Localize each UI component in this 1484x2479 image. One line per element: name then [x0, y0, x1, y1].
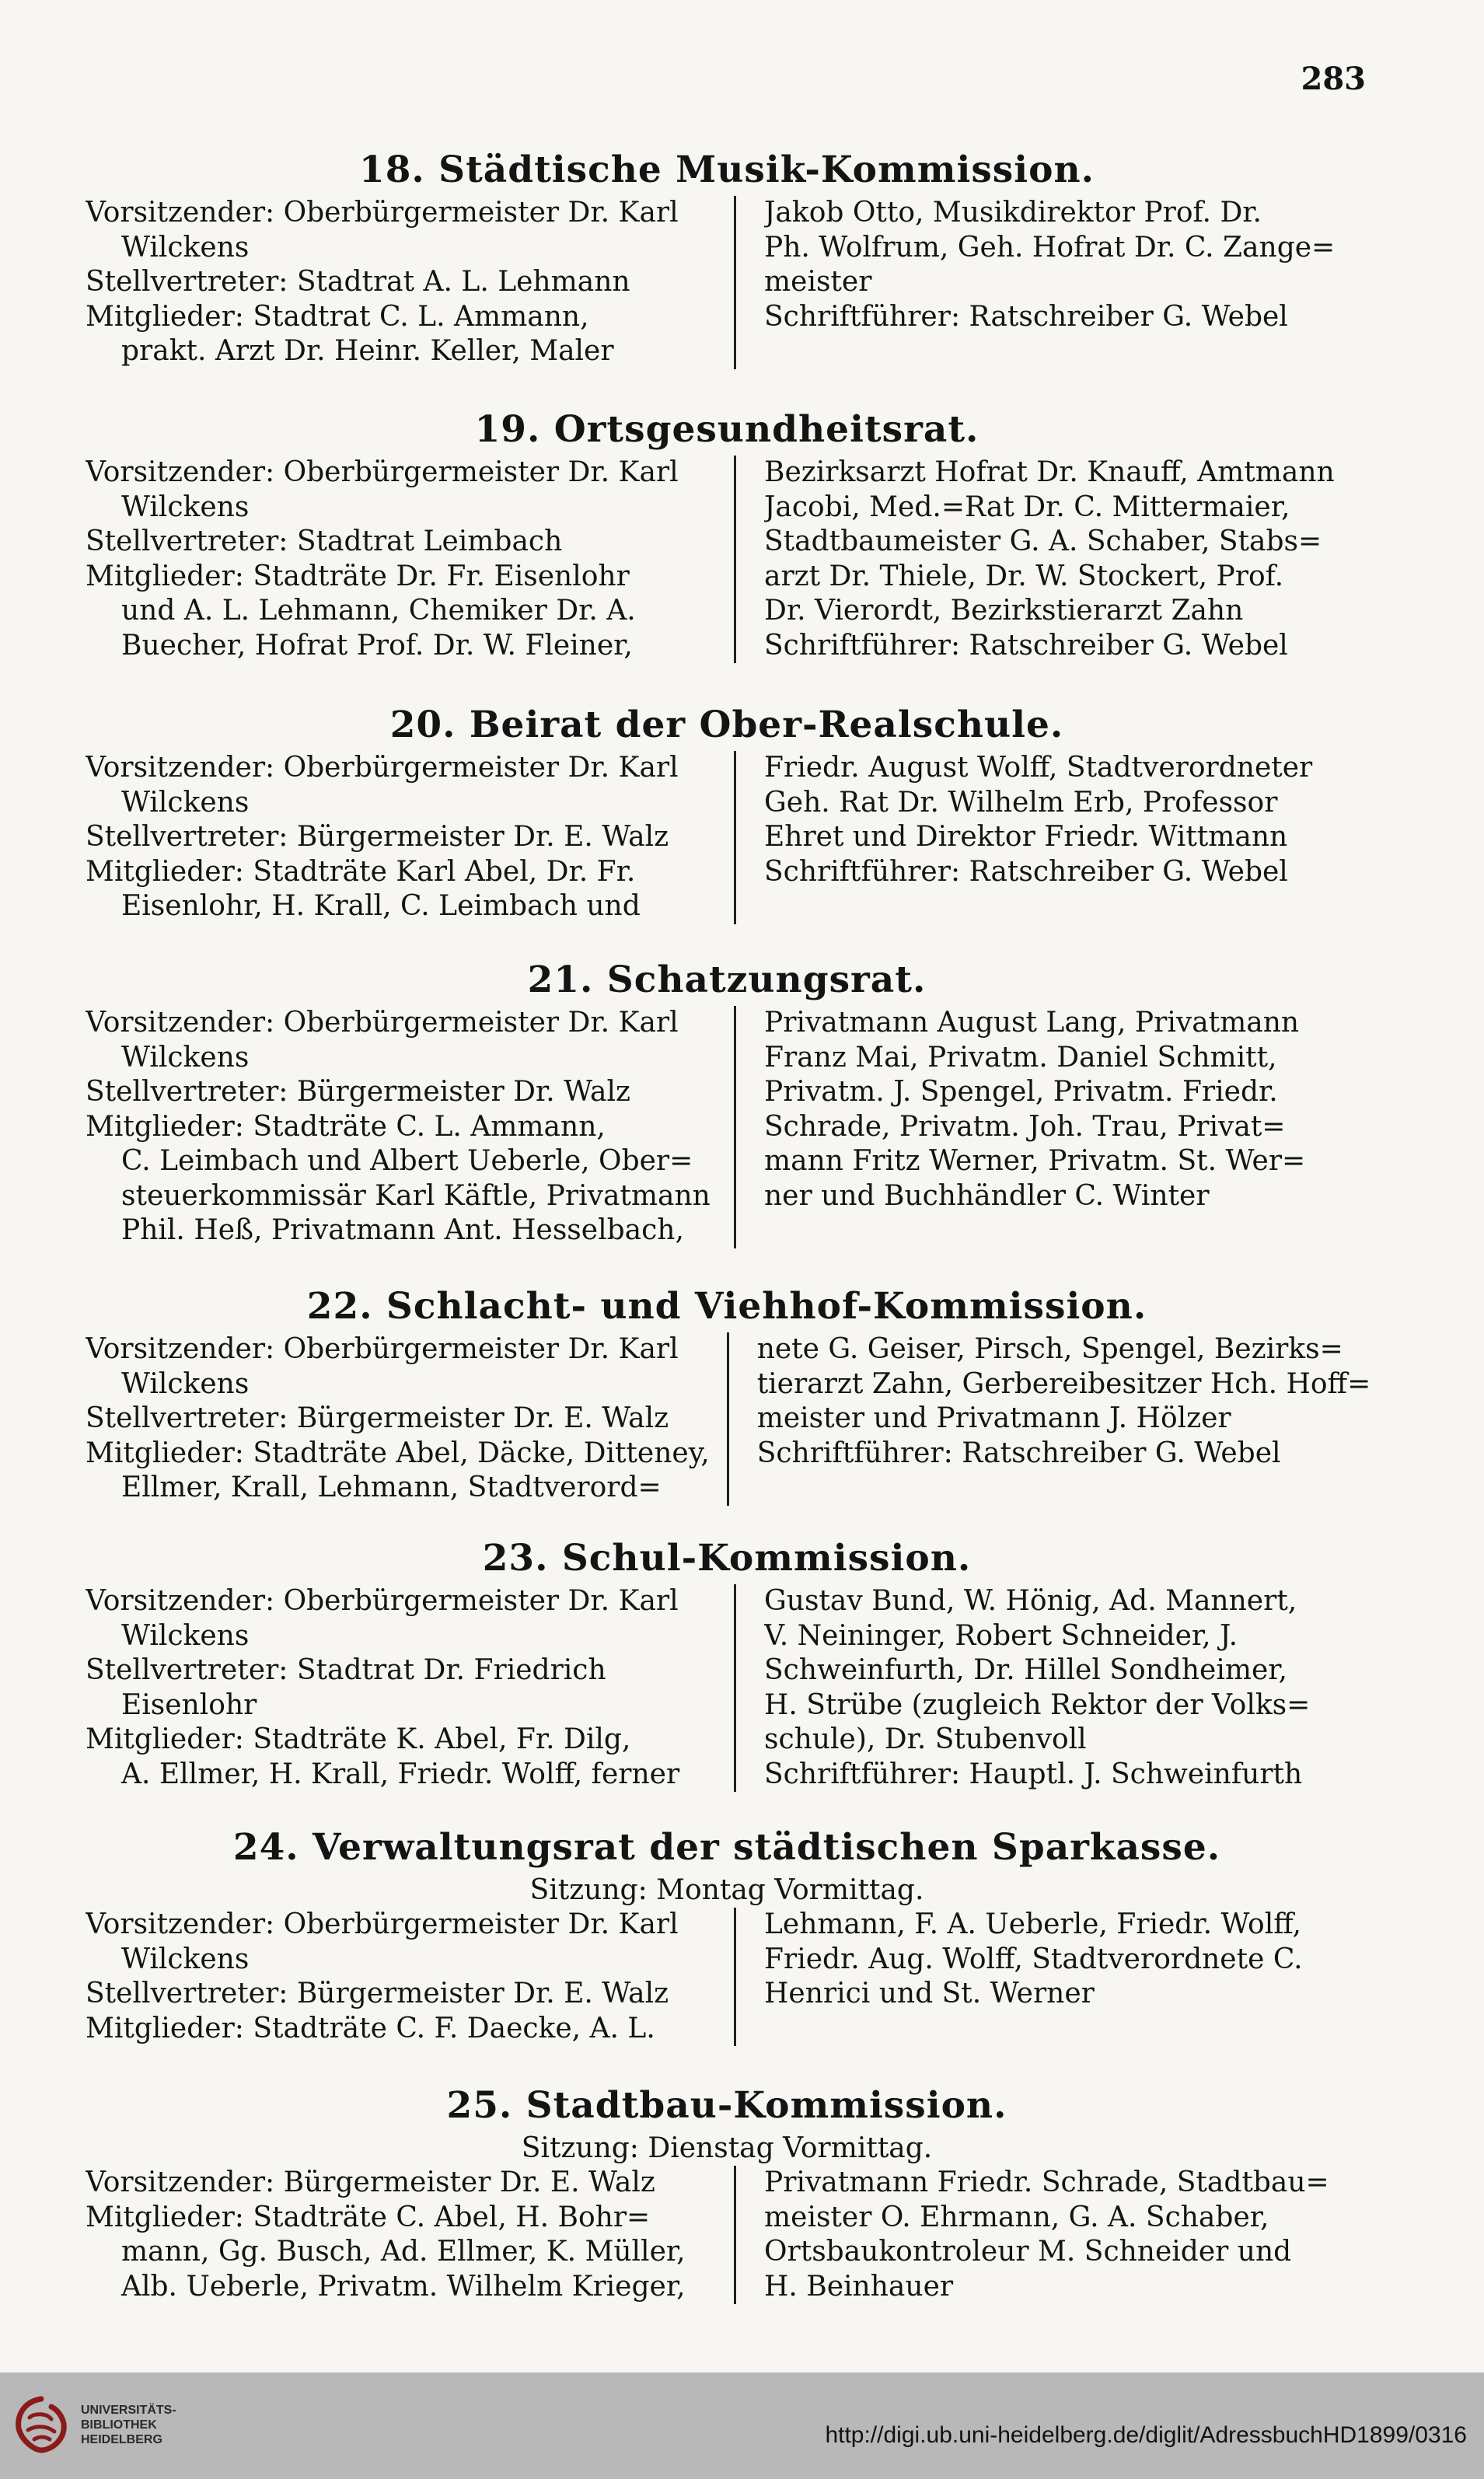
section-columns: [86, 196, 1368, 369]
text-line: Wilckens: [121, 1619, 250, 1652]
section-subtitle: Sitzung: Dienstag Vormittag.: [521, 2132, 933, 2164]
text-line: Wilckens: [121, 1943, 250, 1975]
right-column: [736, 196, 1368, 369]
text-line: Wilckens: [121, 786, 250, 819]
text-line: Stellvertreter: Bürgermeister Dr. Walz: [86, 1076, 630, 1108]
text-line: mann Fritz Werner, Privatm. St. Wer=: [764, 1145, 1306, 1177]
right-column: [729, 1332, 1371, 1506]
section-title: 23. Schul-Kommission.: [482, 1537, 972, 1580]
text-line: Privatmann August Lang, Privatmann: [764, 1007, 1300, 1039]
text-line: prakt. Arzt Dr. Heinr. Keller, Maler: [121, 335, 614, 367]
text-line: ner und Buchhändler C. Winter: [764, 1179, 1210, 1212]
logo-line: UNIVERSITÄTS-: [81, 2403, 176, 2417]
section-columns: [86, 2166, 1368, 2304]
right-column: [736, 751, 1368, 924]
text-line: Phil. Heß, Privatmann Ant. Hesselbach,: [121, 1214, 684, 1246]
text-line: Mitglieder: Stadträte C. F. Daecke, A. L.: [86, 2012, 655, 2044]
text-line: Lehmann, F. A. Ueberle, Friedr. Wolff,: [764, 1908, 1301, 1940]
logo-text: [81, 2403, 176, 2447]
text-line: Friedr. August Wolff, Stadtverordneter: [764, 752, 1313, 784]
section-title: 18. Städtische Musik-Kommission.: [359, 148, 1095, 191]
section-title: 19. Ortsgesundheitsrat.: [474, 408, 979, 451]
directory-section: [86, 1281, 1371, 1506]
left-column: [86, 1584, 736, 1792]
text-line: mann, Gg. Busch, Ad. Ellmer, K. Müller,: [121, 2236, 686, 2268]
text-line: Gustav Bund, W. Hönig, Ad. Mannert,: [764, 1585, 1297, 1617]
left-column: [86, 2166, 736, 2304]
text-line: Friedr. Aug. Wolff, Stadtverordnete C.: [764, 1943, 1303, 1975]
text-line: Ortsbaukontroleur M. Schneider und: [764, 2236, 1292, 2268]
text-line: Schriftführer: Hauptl. J. Schweinfurth: [764, 1758, 1303, 1790]
left-column: [86, 751, 736, 924]
text-line: Vorsitzender: Oberbürgermeister Dr. Karl: [86, 1908, 679, 1940]
text-line: Ph. Wolfrum, Geh. Hofrat Dr. C. Zange=: [764, 231, 1336, 264]
right-column: [736, 456, 1368, 663]
text-line: Schrade, Privatm. Joh. Trau, Privat=: [764, 1110, 1286, 1143]
text-line: Vorsitzender: Oberbürgermeister Dr. Karl: [86, 1585, 679, 1617]
text-line: A. Ellmer, H. Krall, Friedr. Wolff, ferner: [121, 1758, 680, 1790]
text-line: Jakob Otto, Musikdirektor Prof. Dr.: [764, 197, 1262, 229]
text-line: Stellvertreter: Bürgermeister Dr. E. Walz: [86, 1402, 669, 1434]
section-subtitle: Sitzung: Montag Vormittag.: [529, 1874, 924, 1906]
directory-section: [86, 1822, 1368, 2046]
directory-section: [86, 2080, 1368, 2304]
text-line: Mitglieder: Stadträte K. Abel, Fr. Dilg,: [86, 1723, 631, 1755]
text-line: Schriftführer: Ratschreiber G. Webel: [764, 629, 1288, 662]
text-line: meister und Privatmann J. Hölzer: [756, 1402, 1231, 1434]
text-line: Wilckens: [121, 231, 250, 264]
text-line: Dr. Vierordt, Bezirkstierarzt Zahn: [764, 595, 1244, 627]
section-title: 21. Schatzungsrat.: [527, 958, 927, 1001]
text-line: Jacobi, Med.=Rat Dr. C. Mittermaier,: [764, 491, 1290, 523]
section-title: 20. Beirat der Ober-Realschule.: [389, 704, 1064, 746]
text-line: H. Beinhauer: [764, 2270, 954, 2303]
text-line: Bezirksarzt Hofrat Dr. Knauff, Amtmann: [764, 456, 1335, 488]
text-line: Vorsitzender: Oberbürgermeister Dr. Karl: [86, 1333, 679, 1365]
text-line: Schriftführer: Ratschreiber G. Webel: [764, 300, 1288, 333]
directory-section: [86, 700, 1368, 924]
left-column: [86, 1006, 736, 1248]
text-line: Stellvertreter: Stadtrat Leimbach: [86, 525, 563, 557]
text-line: nete G. Geiser, Pirsch, Spengel, Bezirks=: [756, 1333, 1343, 1365]
left-column: [86, 1908, 736, 2046]
text-line: Wilckens: [121, 491, 250, 523]
left-column: [86, 196, 736, 369]
section-title: 25. Stadtbau-Kommission.: [446, 2084, 1007, 2127]
source-url[interactable]: http://digi.ub.uni-heidelberg.de/diglit/AdressbuchHD1899/0316: [825, 2422, 1467, 2448]
text-line: V. Neininger, Robert Schneider, J.: [764, 1619, 1238, 1652]
text-line: Wilckens: [121, 1367, 250, 1400]
text-line: Vorsitzender: Oberbürgermeister Dr. Karl: [86, 197, 679, 229]
text-line: Vorsitzender: Oberbürgermeister Dr. Karl: [86, 752, 679, 784]
footer-bar: [0, 2373, 1484, 2479]
text-line: Mitglieder: Stadträte Abel, Däcke, Ditteney,: [86, 1437, 710, 1469]
text-line: und A. L. Lehmann, Chemiker Dr. A.: [121, 595, 636, 627]
text-line: Henrici und St. Werner: [764, 1978, 1095, 2009]
text-line: Vorsitzender: Bürgermeister Dr. E. Walz: [86, 2167, 655, 2198]
text-line: Privatm. J. Spengel, Privatm. Friedr.: [764, 1076, 1278, 1108]
section-columns: [86, 751, 1368, 924]
seal-icon: [11, 2394, 72, 2455]
text-line: Geh. Rat Dr. Wilhelm Erb, Professor: [764, 786, 1278, 819]
text-line: Vorsitzender: Oberbürgermeister Dr. Karl: [86, 1007, 679, 1039]
text-line: Mitglieder: Stadträte Karl Abel, Dr. Fr.: [86, 855, 636, 888]
text-line: Buecher, Hofrat Prof. Dr. W. Fleiner,: [121, 629, 633, 662]
text-line: Schriftführer: Ratschreiber G. Webel: [764, 855, 1288, 888]
directory-section: [86, 404, 1368, 663]
directory-section: [86, 1533, 1368, 1792]
left-column: [86, 1332, 729, 1506]
text-line: tierarzt Zahn, Gerbereibesitzer Hch. Hoff=: [756, 1367, 1371, 1400]
text-line: Schriftführer: Ratschreiber G. Webel: [756, 1437, 1281, 1469]
right-column: [736, 1584, 1368, 1792]
left-column: [86, 456, 736, 663]
text-line: Schweinfurth, Dr. Hillel Sondheimer,: [764, 1654, 1287, 1686]
section-columns: [86, 1908, 1368, 2046]
text-line: Eisenlohr, H. Krall, C. Leimbach und: [121, 890, 641, 922]
text-line: Mitglieder: Stadträte C. Abel, H. Bohr=: [86, 2201, 651, 2233]
text-line: Alb. Ueberle, Privatm. Wilhelm Krieger,: [121, 2270, 686, 2303]
section-title: 24. Verwaltungsrat der städtischen Sparkasse.: [232, 1826, 1221, 1869]
text-line: Stellvertreter: Stadtrat A. L. Lehmann: [86, 266, 630, 298]
directory-section: [86, 145, 1368, 369]
text-line: Vorsitzender: Oberbürgermeister Dr. Karl: [86, 456, 679, 488]
text-line: Franz Mai, Privatm. Daniel Schmitt,: [764, 1041, 1277, 1074]
text-line: H. Strübe (zugleich Rektor der Volks=: [764, 1688, 1311, 1721]
logo-line: BIBLIOTHEK: [81, 2418, 157, 2432]
library-logo: [11, 2394, 176, 2455]
section-columns: [86, 1584, 1368, 1792]
text-line: arzt Dr. Thiele, Dr. W. Stockert, Prof.: [764, 560, 1284, 592]
section-title: 22. Schlacht- und Viehhof-Kommission.: [306, 1285, 1147, 1328]
text-line: meister: [764, 266, 872, 298]
text-line: Ehret und Direktor Friedr. Wittmann: [764, 821, 1288, 853]
text-line: Ellmer, Krall, Lehmann, Stadtverord=: [121, 1472, 662, 1503]
section-columns: [86, 456, 1368, 663]
text-line: Mitglieder: Stadträte C. L. Ammann,: [86, 1110, 606, 1143]
logo-line: HEIDELBERG: [81, 2432, 162, 2446]
text-line: Stellvertreter: Bürgermeister Dr. E. Walz: [86, 1978, 669, 2009]
text-line: schule), Dr. Stubenvoll: [764, 1723, 1087, 1755]
section-columns: [86, 1006, 1368, 1248]
text-line: Privatmann Friedr. Schrade, Stadtbau=: [764, 2167, 1329, 2198]
text-line: Stellvertreter: Bürgermeister Dr. E. Walz: [86, 821, 669, 853]
directory-section: [86, 955, 1368, 1248]
text-line: meister O. Ehrmann, G. A. Schaber,: [764, 2201, 1269, 2233]
text-line: steuerkommissär Karl Käftle, Privatmann: [121, 1179, 711, 1212]
text-line: Mitglieder: Stadtrat C. L. Ammann,: [86, 300, 589, 333]
right-column: [736, 1006, 1368, 1248]
text-line: Stellvertreter: Stadtrat Dr. Friedrich: [86, 1654, 606, 1686]
text-line: Stadtbaumeister G. A. Schaber, Stabs=: [764, 525, 1322, 557]
text-line: Wilckens: [121, 1041, 250, 1074]
section-columns: [86, 1332, 1371, 1506]
text-line: Mitglieder: Stadträte Dr. Fr. Eisenlohr: [86, 560, 630, 592]
text-line: C. Leimbach und Albert Ueberle, Ober=: [121, 1145, 693, 1177]
page-number: 283: [1301, 61, 1366, 97]
right-column: [736, 1908, 1368, 2046]
right-column: [736, 2166, 1368, 2304]
text-line: Eisenlohr: [121, 1688, 257, 1721]
